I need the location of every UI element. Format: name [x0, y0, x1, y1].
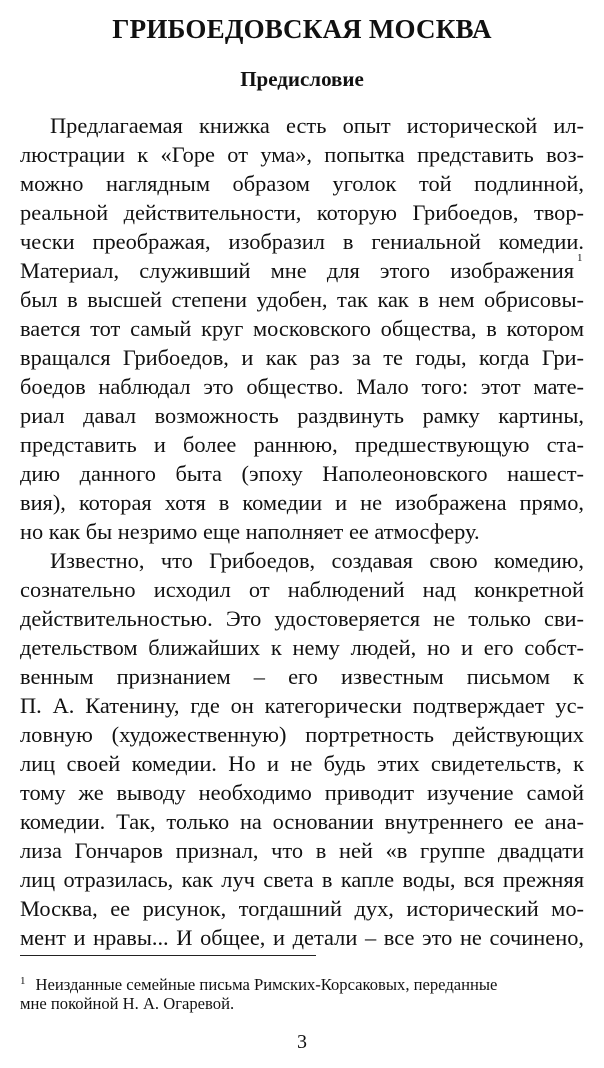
text-line: лиц отразилась, как луч света в капле воды, вся прежняя: [20, 867, 584, 892]
text-line: лиза Гончаров признал, что в ней «в группе двадцати: [20, 838, 584, 863]
text-line: мент и нравы... И общее, и детали – все это не сочинено,: [20, 925, 584, 950]
text-line: венным признанием – его известным письмом к: [20, 664, 584, 689]
text-line: ловную (художественную) портретность действующих: [20, 722, 584, 747]
text-line: риал давал возможность раздвинуть рамку картины,: [20, 403, 584, 428]
text-line: боедов наблюдал это общество. Мало того: этот мате-: [20, 374, 584, 399]
text-line: реальной действительности, которую Грибоедов, твор-: [20, 200, 584, 225]
text-line: сознательно исходил от наблюдений над конкретной: [20, 577, 584, 602]
footnote-mark: 1: [20, 975, 26, 987]
section-subtitle: Предисловие: [240, 67, 364, 91]
text-line: Материал, служивший мне для этого изображения: [20, 258, 574, 283]
text-line: вия), которая хотя в комедии и не изображена прямо,: [20, 490, 584, 515]
text-line: можно наглядным образом уголок той подлинной,: [20, 171, 584, 196]
text-line: чески преображая, изобразил в гениальной комедии.: [20, 229, 584, 254]
text-line: Москва, ее рисунок, тогдашний дух, исторический мо-: [20, 896, 584, 921]
text-line: Известно, что Грибоедов, создавая свою комедию,: [50, 548, 584, 573]
page-number: 3: [297, 1031, 307, 1053]
text-line: лиц своей комедии. Но и не будь этих свидетельств, к: [20, 751, 584, 776]
text-line: действительностью. Это удостоверяется не только сви-: [20, 606, 584, 631]
footnote-text: Неизданные семейные письма Римских-Корсаковых, переданные: [35, 975, 498, 994]
text-line: дию данного быта (эпоху Наполеоновского нашест-: [20, 461, 584, 486]
text-line: тому же выводу необходимо приводит изучение самой: [20, 780, 584, 805]
footnote-divider: [20, 955, 316, 956]
text-line: люстрации к «Горе от ума», попытка представить воз-: [20, 142, 584, 167]
footnote-line: мне покойной Н. А. Огаревой.: [20, 994, 235, 1013]
text-line: Предлагаемая книжка есть опыт исторической ил-: [50, 113, 584, 138]
text-line: был в высшей степени удобен, так как в нем обрисовы-: [20, 287, 584, 312]
text-line: комедии. Так, только на основании внутреннего ее ана-: [20, 809, 584, 834]
footnote-reference: 1: [577, 252, 583, 264]
page-title: ГРИБОЕДОВСКАЯ МОСКВА: [112, 14, 492, 44]
text-line: вращался Грибоедов, и как раз за те годы, когда Гри-: [20, 345, 584, 370]
text-line: детельством ближайших к нему людей, но и его собст-: [20, 635, 584, 660]
text-line: П. А. Катенину, где он категорически подтверждает ус-: [20, 693, 584, 718]
text-line: вается тот самый круг московского общества, в котором: [20, 316, 584, 341]
text-line: представить и более раннюю, предшествующую ста-: [20, 432, 584, 457]
text-line: но как бы незримо еще наполняет ее атмосферу.: [20, 519, 480, 544]
